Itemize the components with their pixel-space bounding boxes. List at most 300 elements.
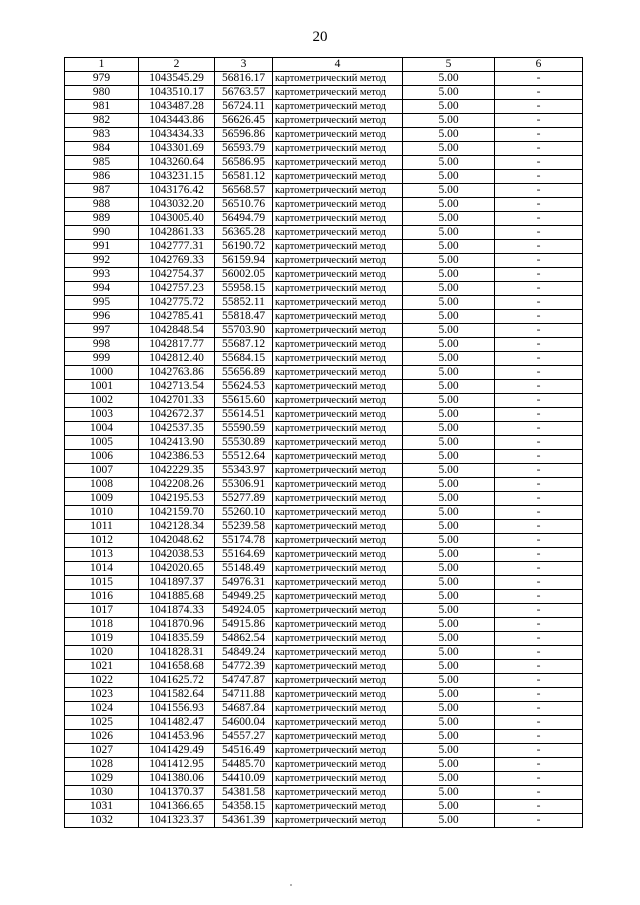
cell-accuracy: 5.00: [403, 142, 495, 156]
table-row: [65, 296, 583, 310]
cell-accuracy: 5.00: [403, 268, 495, 282]
cell-y-coordinate: 56763.57: [215, 86, 273, 100]
cell-accuracy: 5.00: [403, 72, 495, 86]
cell-y-coordinate: 54915.86: [215, 618, 273, 632]
cell-accuracy: 5.00: [403, 534, 495, 548]
table-row: [65, 226, 583, 240]
cell-note: -: [495, 548, 583, 562]
cell-point-number: 1026: [65, 730, 139, 744]
cell-point-number: 987: [65, 184, 139, 198]
cell-accuracy: 5.00: [403, 324, 495, 338]
cell-point-number: 1024: [65, 702, 139, 716]
table-row: [65, 548, 583, 562]
cell-y-coordinate: 55343.97: [215, 464, 273, 478]
cell-method: картометрический метод: [273, 226, 403, 240]
column-header-4: 4: [273, 58, 403, 72]
cell-y-coordinate: 55687.12: [215, 338, 273, 352]
cell-y-coordinate: 54485.70: [215, 758, 273, 772]
cell-note: -: [495, 170, 583, 184]
cell-point-number: 980: [65, 86, 139, 100]
cell-y-coordinate: 54381.58: [215, 786, 273, 800]
column-header-2: 2: [139, 58, 215, 72]
table-row: [65, 254, 583, 268]
cell-x-coordinate: 1042038.53: [139, 548, 215, 562]
cell-accuracy: 5.00: [403, 660, 495, 674]
table-row: [65, 352, 583, 366]
table-body: [65, 72, 583, 828]
cell-method: картометрический метод: [273, 730, 403, 744]
cell-accuracy: 5.00: [403, 604, 495, 618]
cell-x-coordinate: 1042754.37: [139, 268, 215, 282]
cell-note: -: [495, 660, 583, 674]
cell-y-coordinate: 55614.51: [215, 408, 273, 422]
cell-method: картометрический метод: [273, 156, 403, 170]
cell-note: -: [495, 296, 583, 310]
table-row: [65, 212, 583, 226]
cell-y-coordinate: 54862.54: [215, 632, 273, 646]
cell-method: картометрический метод: [273, 548, 403, 562]
cell-x-coordinate: 1041874.33: [139, 604, 215, 618]
table-row: [65, 716, 583, 730]
cell-point-number: 989: [65, 212, 139, 226]
cell-note: -: [495, 450, 583, 464]
cell-y-coordinate: 55512.64: [215, 450, 273, 464]
cell-x-coordinate: 1042817.77: [139, 338, 215, 352]
cell-y-coordinate: 55852.11: [215, 296, 273, 310]
cell-point-number: 988: [65, 198, 139, 212]
cell-point-number: 983: [65, 128, 139, 142]
cell-point-number: 1002: [65, 394, 139, 408]
cell-y-coordinate: 54747.87: [215, 674, 273, 688]
cell-method: картометрический метод: [273, 100, 403, 114]
cell-note: -: [495, 324, 583, 338]
table-row: [65, 730, 583, 744]
cell-point-number: 1017: [65, 604, 139, 618]
cell-note: -: [495, 380, 583, 394]
table-row: [65, 338, 583, 352]
cell-note: -: [495, 730, 583, 744]
cell-y-coordinate: 54687.84: [215, 702, 273, 716]
cell-method: картометрический метод: [273, 478, 403, 492]
cell-y-coordinate: 55174.78: [215, 534, 273, 548]
table-row: [65, 800, 583, 814]
cell-accuracy: 5.00: [403, 618, 495, 632]
cell-x-coordinate: 1041897.37: [139, 576, 215, 590]
table-row: [65, 674, 583, 688]
cell-x-coordinate: 1043005.40: [139, 212, 215, 226]
cell-method: картометрический метод: [273, 394, 403, 408]
cell-point-number: 986: [65, 170, 139, 184]
cell-x-coordinate: 1041429.49: [139, 744, 215, 758]
cell-accuracy: 5.00: [403, 674, 495, 688]
table-row: [65, 268, 583, 282]
cell-accuracy: 5.00: [403, 478, 495, 492]
cell-y-coordinate: 56002.05: [215, 268, 273, 282]
cell-x-coordinate: 1041828.31: [139, 646, 215, 660]
cell-accuracy: 5.00: [403, 814, 495, 828]
cell-y-coordinate: 56586.95: [215, 156, 273, 170]
cell-accuracy: 5.00: [403, 716, 495, 730]
cell-method: картометрический метод: [273, 786, 403, 800]
cell-note: -: [495, 282, 583, 296]
cell-y-coordinate: 55148.49: [215, 562, 273, 576]
cell-y-coordinate: 54924.05: [215, 604, 273, 618]
cell-method: картометрический метод: [273, 506, 403, 520]
cell-method: картометрический метод: [273, 114, 403, 128]
cell-point-number: 1008: [65, 478, 139, 492]
cell-point-number: 992: [65, 254, 139, 268]
cell-accuracy: 5.00: [403, 128, 495, 142]
cell-x-coordinate: 1043434.33: [139, 128, 215, 142]
cell-accuracy: 5.00: [403, 394, 495, 408]
cell-accuracy: 5.00: [403, 702, 495, 716]
table-row: [65, 506, 583, 520]
cell-y-coordinate: 55164.69: [215, 548, 273, 562]
cell-point-number: 1025: [65, 716, 139, 730]
cell-note: -: [495, 198, 583, 212]
cell-accuracy: 5.00: [403, 366, 495, 380]
cell-y-coordinate: 56510.76: [215, 198, 273, 212]
cell-y-coordinate: 55306.91: [215, 478, 273, 492]
cell-method: картометрический метод: [273, 268, 403, 282]
cell-accuracy: 5.00: [403, 576, 495, 590]
cell-method: картометрический метод: [273, 408, 403, 422]
cell-y-coordinate: 54849.24: [215, 646, 273, 660]
cell-note: -: [495, 366, 583, 380]
cell-accuracy: 5.00: [403, 380, 495, 394]
cell-method: картометрический метод: [273, 212, 403, 226]
cell-method: картометрический метод: [273, 310, 403, 324]
cell-accuracy: 5.00: [403, 184, 495, 198]
coordinates-table: [64, 57, 583, 828]
cell-y-coordinate: 56596.86: [215, 128, 273, 142]
cell-x-coordinate: 1041582.64: [139, 688, 215, 702]
cell-y-coordinate: 54358.15: [215, 800, 273, 814]
table-row: [65, 464, 583, 478]
cell-y-coordinate: 55958.15: [215, 282, 273, 296]
cell-accuracy: 5.00: [403, 758, 495, 772]
cell-accuracy: 5.00: [403, 730, 495, 744]
cell-y-coordinate: 56568.57: [215, 184, 273, 198]
cell-accuracy: 5.00: [403, 226, 495, 240]
table-row: [65, 786, 583, 800]
table-row: [65, 772, 583, 786]
cell-method: картометрический метод: [273, 520, 403, 534]
cell-accuracy: 5.00: [403, 562, 495, 576]
cell-note: -: [495, 604, 583, 618]
cell-accuracy: 5.00: [403, 198, 495, 212]
cell-y-coordinate: 54516.49: [215, 744, 273, 758]
cell-point-number: 1004: [65, 422, 139, 436]
cell-x-coordinate: 1041658.68: [139, 660, 215, 674]
cell-x-coordinate: 1042020.65: [139, 562, 215, 576]
table-row: [65, 394, 583, 408]
cell-point-number: 1006: [65, 450, 139, 464]
cell-method: картометрический метод: [273, 674, 403, 688]
cell-point-number: 985: [65, 156, 139, 170]
cell-accuracy: 5.00: [403, 548, 495, 562]
cell-point-number: 991: [65, 240, 139, 254]
table-row: [65, 492, 583, 506]
table-row: [65, 450, 583, 464]
cell-point-number: 981: [65, 100, 139, 114]
cell-accuracy: 5.00: [403, 156, 495, 170]
cell-accuracy: 5.00: [403, 282, 495, 296]
cell-accuracy: 5.00: [403, 450, 495, 464]
cell-accuracy: 5.00: [403, 786, 495, 800]
cell-y-coordinate: 55684.15: [215, 352, 273, 366]
cell-x-coordinate: 1042848.54: [139, 324, 215, 338]
cell-note: -: [495, 506, 583, 520]
table-row: [65, 240, 583, 254]
cell-point-number: 993: [65, 268, 139, 282]
cell-y-coordinate: 54410.09: [215, 772, 273, 786]
cell-note: -: [495, 394, 583, 408]
cell-x-coordinate: 1041323.37: [139, 814, 215, 828]
cell-accuracy: 5.00: [403, 772, 495, 786]
cell-x-coordinate: 1043231.15: [139, 170, 215, 184]
cell-note: -: [495, 576, 583, 590]
cell-method: картометрический метод: [273, 562, 403, 576]
cell-accuracy: 5.00: [403, 254, 495, 268]
table-row: [65, 408, 583, 422]
cell-accuracy: 5.00: [403, 744, 495, 758]
cell-accuracy: 5.00: [403, 338, 495, 352]
cell-accuracy: 5.00: [403, 170, 495, 184]
table-row: [65, 814, 583, 828]
cell-note: -: [495, 688, 583, 702]
cell-point-number: 1027: [65, 744, 139, 758]
table-row: [65, 380, 583, 394]
column-header-6: 6: [495, 58, 583, 72]
cell-accuracy: 5.00: [403, 632, 495, 646]
cell-point-number: 1012: [65, 534, 139, 548]
table-row: [65, 618, 583, 632]
cell-note: -: [495, 338, 583, 352]
cell-x-coordinate: 1043487.28: [139, 100, 215, 114]
table-row: [65, 156, 583, 170]
cell-method: картометрический метод: [273, 128, 403, 142]
cell-method: картометрический метод: [273, 814, 403, 828]
cell-x-coordinate: 1042672.37: [139, 408, 215, 422]
cell-accuracy: 5.00: [403, 492, 495, 506]
cell-point-number: 1031: [65, 800, 139, 814]
table-row: [65, 646, 583, 660]
table-row: [65, 86, 583, 100]
cell-point-number: 996: [65, 310, 139, 324]
cell-accuracy: 5.00: [403, 422, 495, 436]
cell-x-coordinate: 1042386.53: [139, 450, 215, 464]
column-header-5: 5: [403, 58, 495, 72]
cell-method: картометрический метод: [273, 758, 403, 772]
table-row: [65, 576, 583, 590]
cell-accuracy: 5.00: [403, 100, 495, 114]
cell-note: -: [495, 772, 583, 786]
cell-method: картометрический метод: [273, 590, 403, 604]
table-row: [65, 100, 583, 114]
cell-point-number: 1010: [65, 506, 139, 520]
cell-accuracy: 5.00: [403, 86, 495, 100]
cell-y-coordinate: 56494.79: [215, 212, 273, 226]
cell-method: картометрический метод: [273, 422, 403, 436]
cell-y-coordinate: 54557.27: [215, 730, 273, 744]
cell-y-coordinate: 55656.89: [215, 366, 273, 380]
cell-accuracy: 5.00: [403, 212, 495, 226]
cell-method: картометрический метод: [273, 198, 403, 212]
cell-point-number: 1011: [65, 520, 139, 534]
cell-method: картометрический метод: [273, 618, 403, 632]
cell-x-coordinate: 1042812.40: [139, 352, 215, 366]
cell-point-number: 998: [65, 338, 139, 352]
cell-point-number: 1020: [65, 646, 139, 660]
cell-method: картометрический метод: [273, 576, 403, 590]
cell-y-coordinate: 55239.58: [215, 520, 273, 534]
cell-point-number: 990: [65, 226, 139, 240]
cell-method: картометрический метод: [273, 800, 403, 814]
cell-note: -: [495, 436, 583, 450]
cell-x-coordinate: 1041380.06: [139, 772, 215, 786]
cell-x-coordinate: 1041625.72: [139, 674, 215, 688]
cell-x-coordinate: 1043443.86: [139, 114, 215, 128]
cell-x-coordinate: 1042769.33: [139, 254, 215, 268]
table-header-row: [65, 58, 583, 72]
cell-note: -: [495, 114, 583, 128]
cell-note: -: [495, 702, 583, 716]
cell-y-coordinate: 56593.79: [215, 142, 273, 156]
cell-x-coordinate: 1041885.68: [139, 590, 215, 604]
cell-accuracy: 5.00: [403, 464, 495, 478]
cell-point-number: 1019: [65, 632, 139, 646]
cell-x-coordinate: 1041556.93: [139, 702, 215, 716]
cell-note: -: [495, 184, 583, 198]
cell-point-number: 1014: [65, 562, 139, 576]
cell-method: картометрический метод: [273, 254, 403, 268]
cell-point-number: 1021: [65, 660, 139, 674]
cell-note: -: [495, 86, 583, 100]
cell-x-coordinate: 1042413.90: [139, 436, 215, 450]
cell-y-coordinate: 55530.89: [215, 436, 273, 450]
cell-y-coordinate: 54711.88: [215, 688, 273, 702]
cell-accuracy: 5.00: [403, 296, 495, 310]
cell-y-coordinate: 56581.12: [215, 170, 273, 184]
cell-note: -: [495, 240, 583, 254]
cell-y-coordinate: 56159.94: [215, 254, 273, 268]
cell-x-coordinate: 1041482.47: [139, 716, 215, 730]
cell-method: картометрический метод: [273, 632, 403, 646]
cell-method: картометрический метод: [273, 282, 403, 296]
cell-method: картометрический метод: [273, 324, 403, 338]
cell-accuracy: 5.00: [403, 114, 495, 128]
cell-point-number: 1028: [65, 758, 139, 772]
cell-note: -: [495, 226, 583, 240]
cell-point-number: 984: [65, 142, 139, 156]
cell-point-number: 1003: [65, 408, 139, 422]
cell-accuracy: 5.00: [403, 352, 495, 366]
table-row: [65, 72, 583, 86]
cell-y-coordinate: 55624.53: [215, 380, 273, 394]
table-row: [65, 170, 583, 184]
cell-accuracy: 5.00: [403, 408, 495, 422]
cell-x-coordinate: 1042775.72: [139, 296, 215, 310]
cell-note: -: [495, 590, 583, 604]
table-row: [65, 324, 583, 338]
cell-x-coordinate: 1041412.95: [139, 758, 215, 772]
cell-note: -: [495, 128, 583, 142]
cell-point-number: 1030: [65, 786, 139, 800]
cell-point-number: 979: [65, 72, 139, 86]
table-row: [65, 702, 583, 716]
cell-x-coordinate: 1042763.86: [139, 366, 215, 380]
cell-y-coordinate: 56365.28: [215, 226, 273, 240]
cell-method: картометрический метод: [273, 296, 403, 310]
cell-note: -: [495, 716, 583, 730]
cell-method: картометрический метод: [273, 450, 403, 464]
cell-point-number: 1001: [65, 380, 139, 394]
cell-x-coordinate: 1042195.53: [139, 492, 215, 506]
cell-method: картометрический метод: [273, 86, 403, 100]
cell-method: картометрический метод: [273, 352, 403, 366]
cell-method: картометрический метод: [273, 366, 403, 380]
cell-x-coordinate: 1041453.96: [139, 730, 215, 744]
table-row: [65, 436, 583, 450]
cell-x-coordinate: 1043032.20: [139, 198, 215, 212]
cell-x-coordinate: 1042208.26: [139, 478, 215, 492]
cell-x-coordinate: 1042537.35: [139, 422, 215, 436]
cell-y-coordinate: 55615.60: [215, 394, 273, 408]
cell-method: картометрический метод: [273, 702, 403, 716]
cell-x-coordinate: 1042159.70: [139, 506, 215, 520]
cell-note: -: [495, 352, 583, 366]
cell-note: -: [495, 674, 583, 688]
table-row: [65, 422, 583, 436]
cell-y-coordinate: 55590.59: [215, 422, 273, 436]
cell-y-coordinate: 55260.10: [215, 506, 273, 520]
scan-speck: [290, 884, 292, 886]
cell-y-coordinate: 55703.90: [215, 324, 273, 338]
cell-note: -: [495, 562, 583, 576]
cell-x-coordinate: 1043545.29: [139, 72, 215, 86]
cell-point-number: 1023: [65, 688, 139, 702]
cell-note: -: [495, 800, 583, 814]
column-header-3: 3: [215, 58, 273, 72]
cell-note: -: [495, 534, 583, 548]
cell-accuracy: 5.00: [403, 240, 495, 254]
cell-point-number: 1029: [65, 772, 139, 786]
cell-point-number: 1005: [65, 436, 139, 450]
cell-point-number: 1022: [65, 674, 139, 688]
cell-method: картометрический метод: [273, 338, 403, 352]
cell-y-coordinate: 54361.39: [215, 814, 273, 828]
page-number: 20: [312, 29, 328, 45]
table-row: [65, 660, 583, 674]
cell-x-coordinate: 1041870.96: [139, 618, 215, 632]
cell-note: -: [495, 212, 583, 226]
cell-method: картометрический метод: [273, 744, 403, 758]
cell-method: картометрический метод: [273, 436, 403, 450]
cell-note: -: [495, 422, 583, 436]
cell-point-number: 999: [65, 352, 139, 366]
cell-y-coordinate: 56816.17: [215, 72, 273, 86]
cell-note: -: [495, 492, 583, 506]
cell-x-coordinate: 1043510.17: [139, 86, 215, 100]
cell-accuracy: 5.00: [403, 436, 495, 450]
cell-note: -: [495, 520, 583, 534]
cell-y-coordinate: 55277.89: [215, 492, 273, 506]
cell-method: картометрический метод: [273, 240, 403, 254]
cell-y-coordinate: 54949.25: [215, 590, 273, 604]
cell-method: картометрический метод: [273, 72, 403, 86]
cell-x-coordinate: 1042229.35: [139, 464, 215, 478]
